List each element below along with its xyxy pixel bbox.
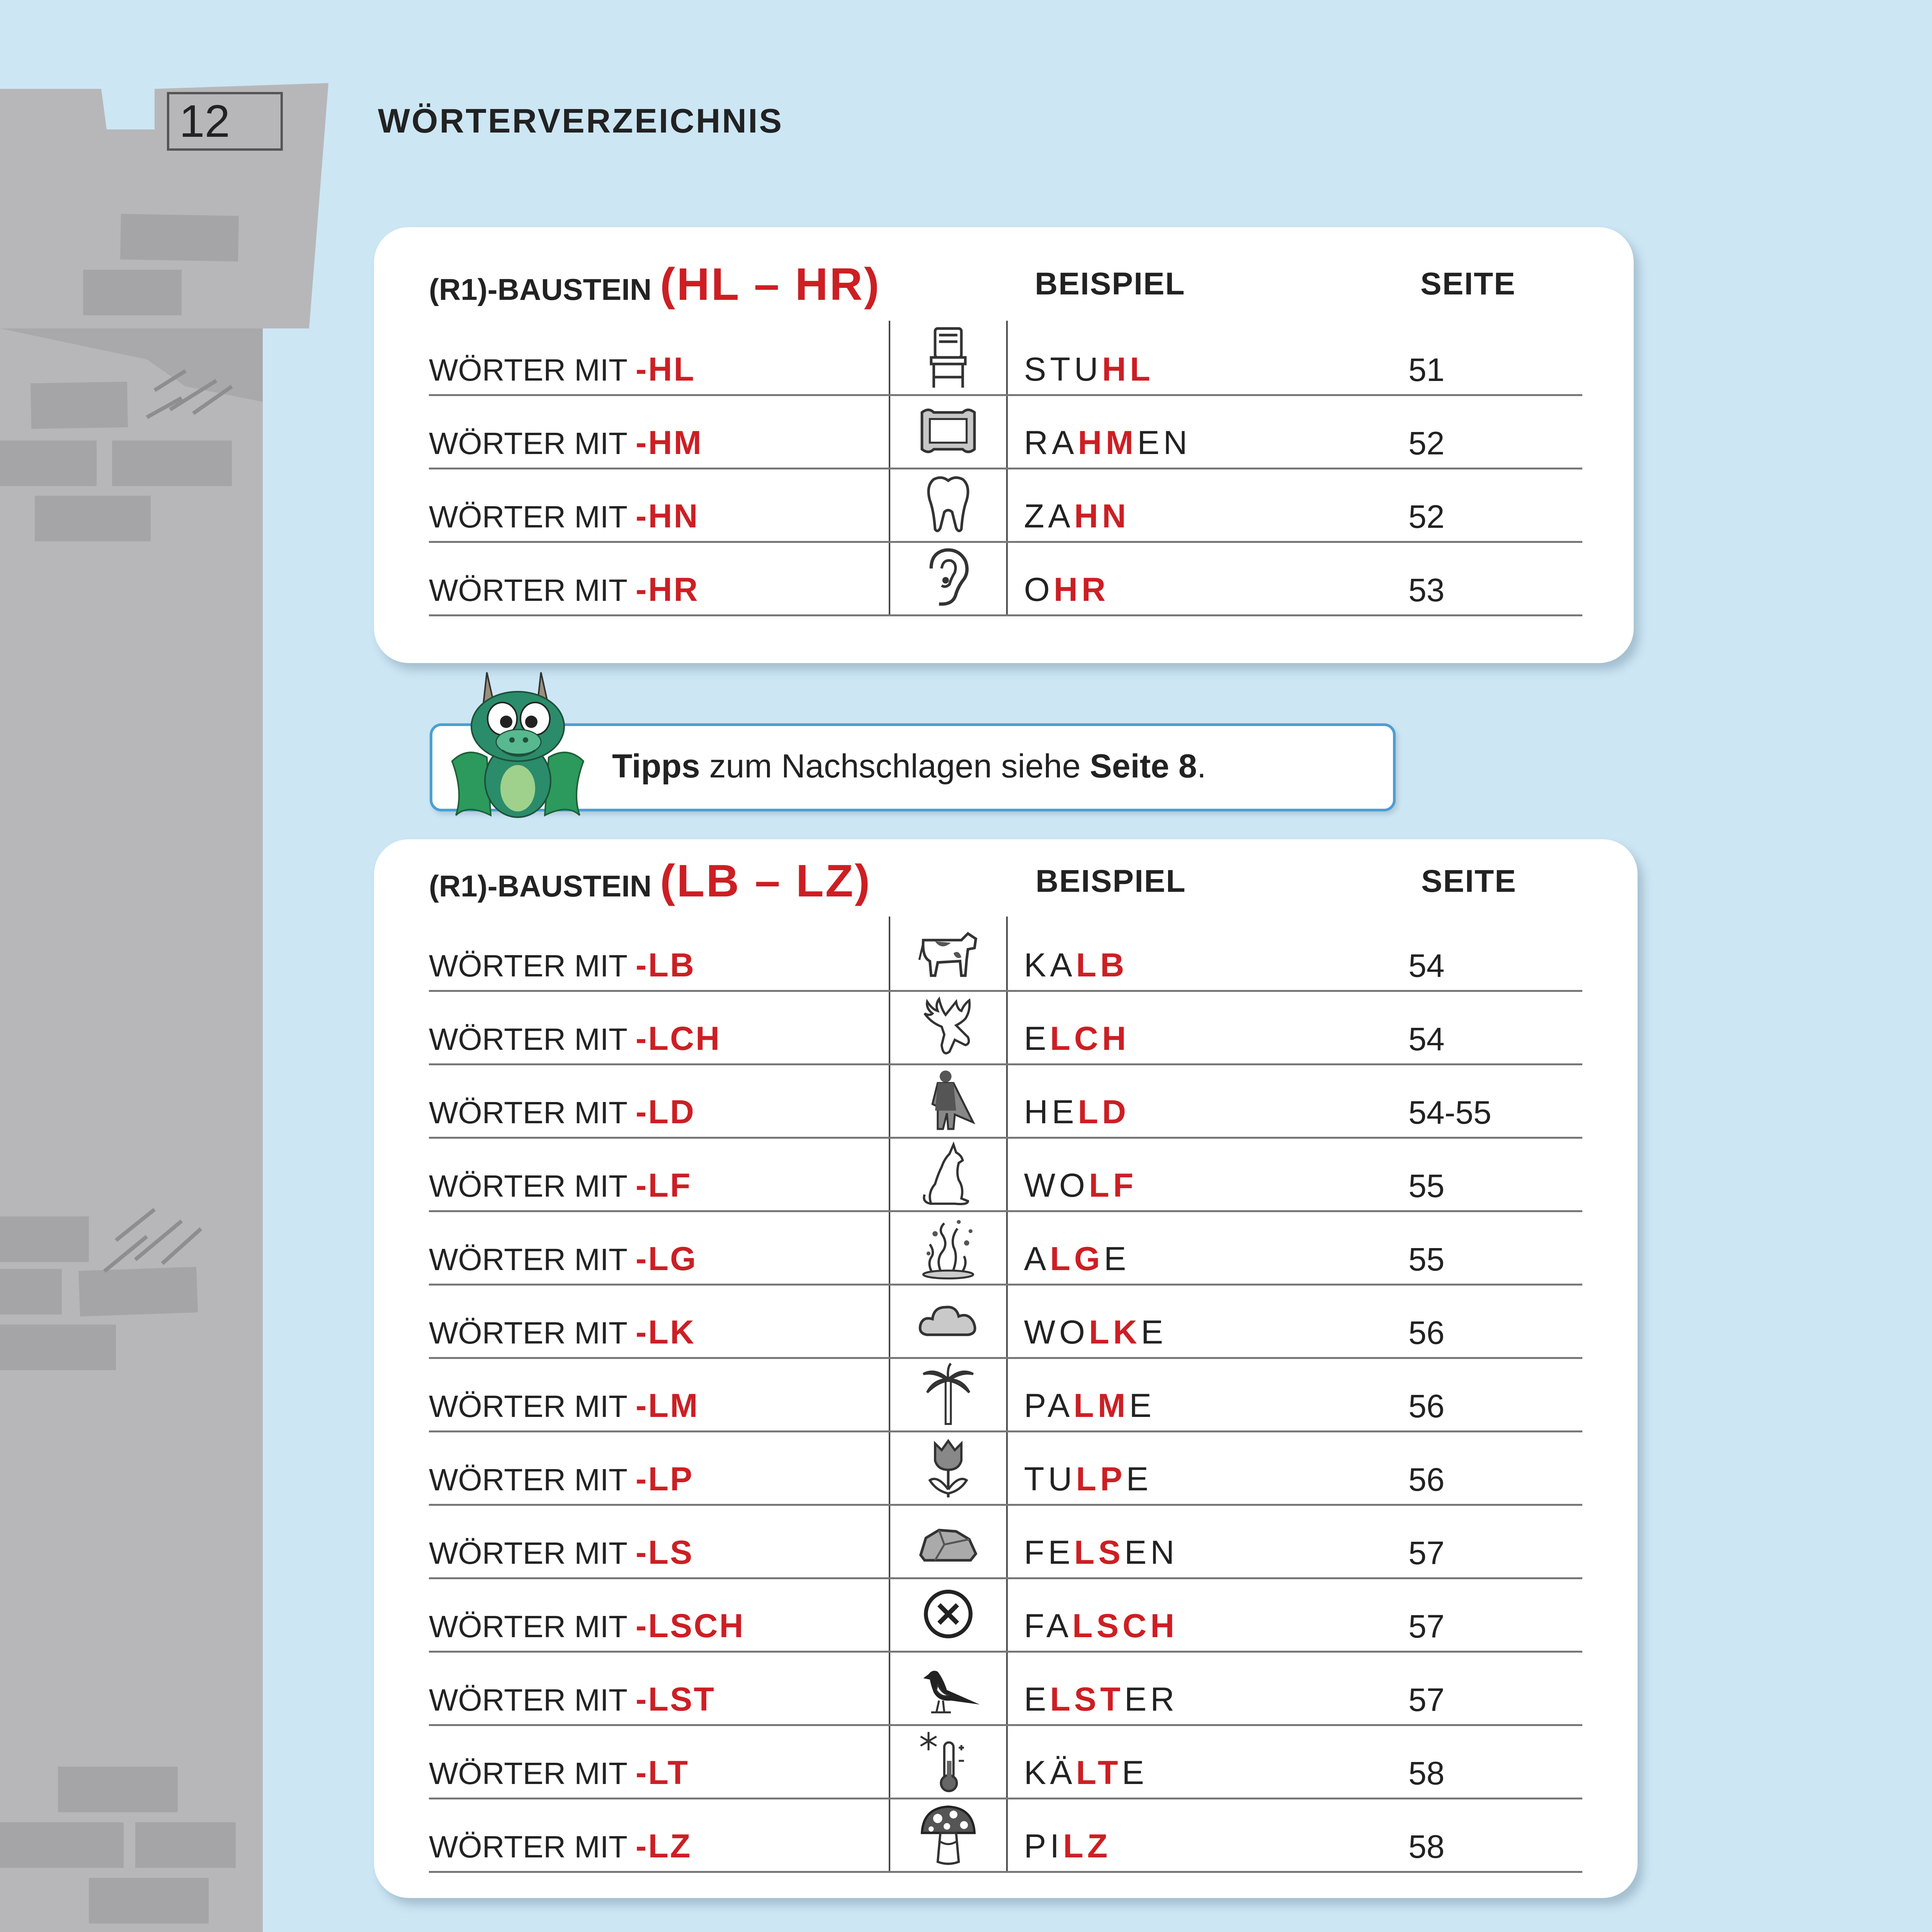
row-example: ZAHN [1024, 498, 1130, 535]
table-card-lb-lz [374, 839, 1638, 1898]
row-page: 57 [1408, 1682, 1445, 1718]
row-example: TULPE [1024, 1461, 1152, 1498]
row-label: WÖRTER MIT -LF [429, 1167, 692, 1204]
row-page: 55 [1408, 1241, 1445, 1277]
row-example: RAHMEN [1024, 424, 1191, 461]
row-page: 52 [1408, 425, 1445, 461]
row-example: ELSTER [1024, 1681, 1179, 1718]
baustein-range: (LB – LZ) [660, 855, 872, 906]
row-label: WÖRTER MIT -LCH [429, 1020, 721, 1057]
row-label: WÖRTER MIT -LD [429, 1094, 696, 1131]
row-page: 54-55 [1408, 1094, 1492, 1131]
baustein-range: (HL – HR) [660, 259, 881, 310]
dragon-mascot-icon [444, 665, 591, 819]
row-example: WOLF [1024, 1167, 1138, 1204]
row-label: WÖRTER MIT -HR [429, 571, 699, 608]
row-example: ELCH [1024, 1020, 1130, 1057]
column-header-beispiel: BEISPIEL [1035, 266, 1185, 301]
row-page: 55 [1408, 1168, 1445, 1204]
row-example: FELSEN [1024, 1534, 1179, 1571]
row-example: FALSCH [1024, 1607, 1179, 1645]
table-header-baustein [429, 855, 871, 907]
row-page: 56 [1408, 1315, 1445, 1351]
row-page: 57 [1408, 1535, 1445, 1571]
table-row [429, 394, 1582, 469]
table-row [429, 1798, 1582, 1873]
row-page: 56 [1408, 1461, 1445, 1498]
table-row [429, 1357, 1582, 1432]
page-number [167, 92, 283, 151]
row-page: 57 [1408, 1608, 1445, 1645]
column-header-beispiel: BEISPIEL [1036, 864, 1186, 899]
row-label: WÖRTER MIT -LG [429, 1240, 697, 1277]
table-card-hl-hr [374, 227, 1634, 663]
table-row [429, 1063, 1582, 1139]
table-row [429, 1504, 1582, 1579]
row-page: 54 [1408, 1021, 1445, 1057]
table-row [429, 917, 1582, 992]
table-row [429, 1430, 1582, 1506]
table-row [429, 1724, 1582, 1799]
row-label: WÖRTER MIT -LT [429, 1754, 690, 1791]
column-header-seite: SEITE [1420, 266, 1516, 301]
row-page: 58 [1408, 1828, 1445, 1865]
row-page: 51 [1408, 352, 1445, 388]
row-label: WÖRTER MIT -LST [429, 1681, 716, 1718]
row-page: 52 [1408, 498, 1445, 535]
row-label: WÖRTER MIT -LM [429, 1387, 699, 1424]
row-page: 58 [1408, 1755, 1445, 1791]
row-page: 54 [1408, 947, 1445, 984]
row-label: WÖRTER MIT -LSCH [429, 1607, 745, 1645]
table-row [429, 321, 1582, 396]
baustein-label: (R1)-BAUSTEIN [429, 869, 660, 903]
page-title: WÖRTERVERZEICHNIS [378, 102, 784, 140]
row-label: WÖRTER MIT -LZ [429, 1828, 692, 1865]
table-row [429, 1651, 1582, 1726]
table-row [429, 541, 1582, 616]
row-example: OHR [1024, 571, 1110, 608]
row-example: KÄLTE [1024, 1754, 1148, 1791]
column-header-seite: SEITE [1421, 864, 1517, 899]
tip-text: Tipps zum Nachschlagen siehe Seite 8. [612, 748, 1206, 785]
table-row [429, 1137, 1582, 1212]
row-page: 56 [1408, 1388, 1445, 1424]
baustein-label: (R1)-BAUSTEIN [429, 272, 660, 306]
table-row [429, 1210, 1582, 1286]
row-example: STUHL [1024, 351, 1154, 388]
row-example: KALB [1024, 947, 1128, 984]
row-label: WÖRTER MIT -HL [429, 351, 696, 388]
row-label: WÖRTER MIT -HN [429, 498, 699, 535]
page-number-text: 12 [179, 96, 230, 147]
table-row [429, 1284, 1582, 1359]
table-row [429, 1577, 1582, 1653]
row-example: PALME [1024, 1387, 1155, 1424]
row-label: WÖRTER MIT -LB [429, 947, 696, 984]
row-example: WOLKE [1024, 1314, 1167, 1351]
row-label: WÖRTER MIT -LS [429, 1534, 694, 1571]
row-label: WÖRTER MIT -LK [429, 1314, 696, 1351]
table-header-baustein [429, 258, 881, 311]
row-example: PILZ [1024, 1828, 1112, 1865]
table-row [429, 990, 1582, 1065]
row-label: WÖRTER MIT -HM [429, 424, 703, 461]
row-example: HELD [1024, 1094, 1130, 1131]
table-row [429, 468, 1582, 543]
row-label: WÖRTER MIT -LP [429, 1461, 694, 1498]
row-example: ALGE [1024, 1240, 1130, 1277]
row-page: 53 [1408, 572, 1445, 608]
